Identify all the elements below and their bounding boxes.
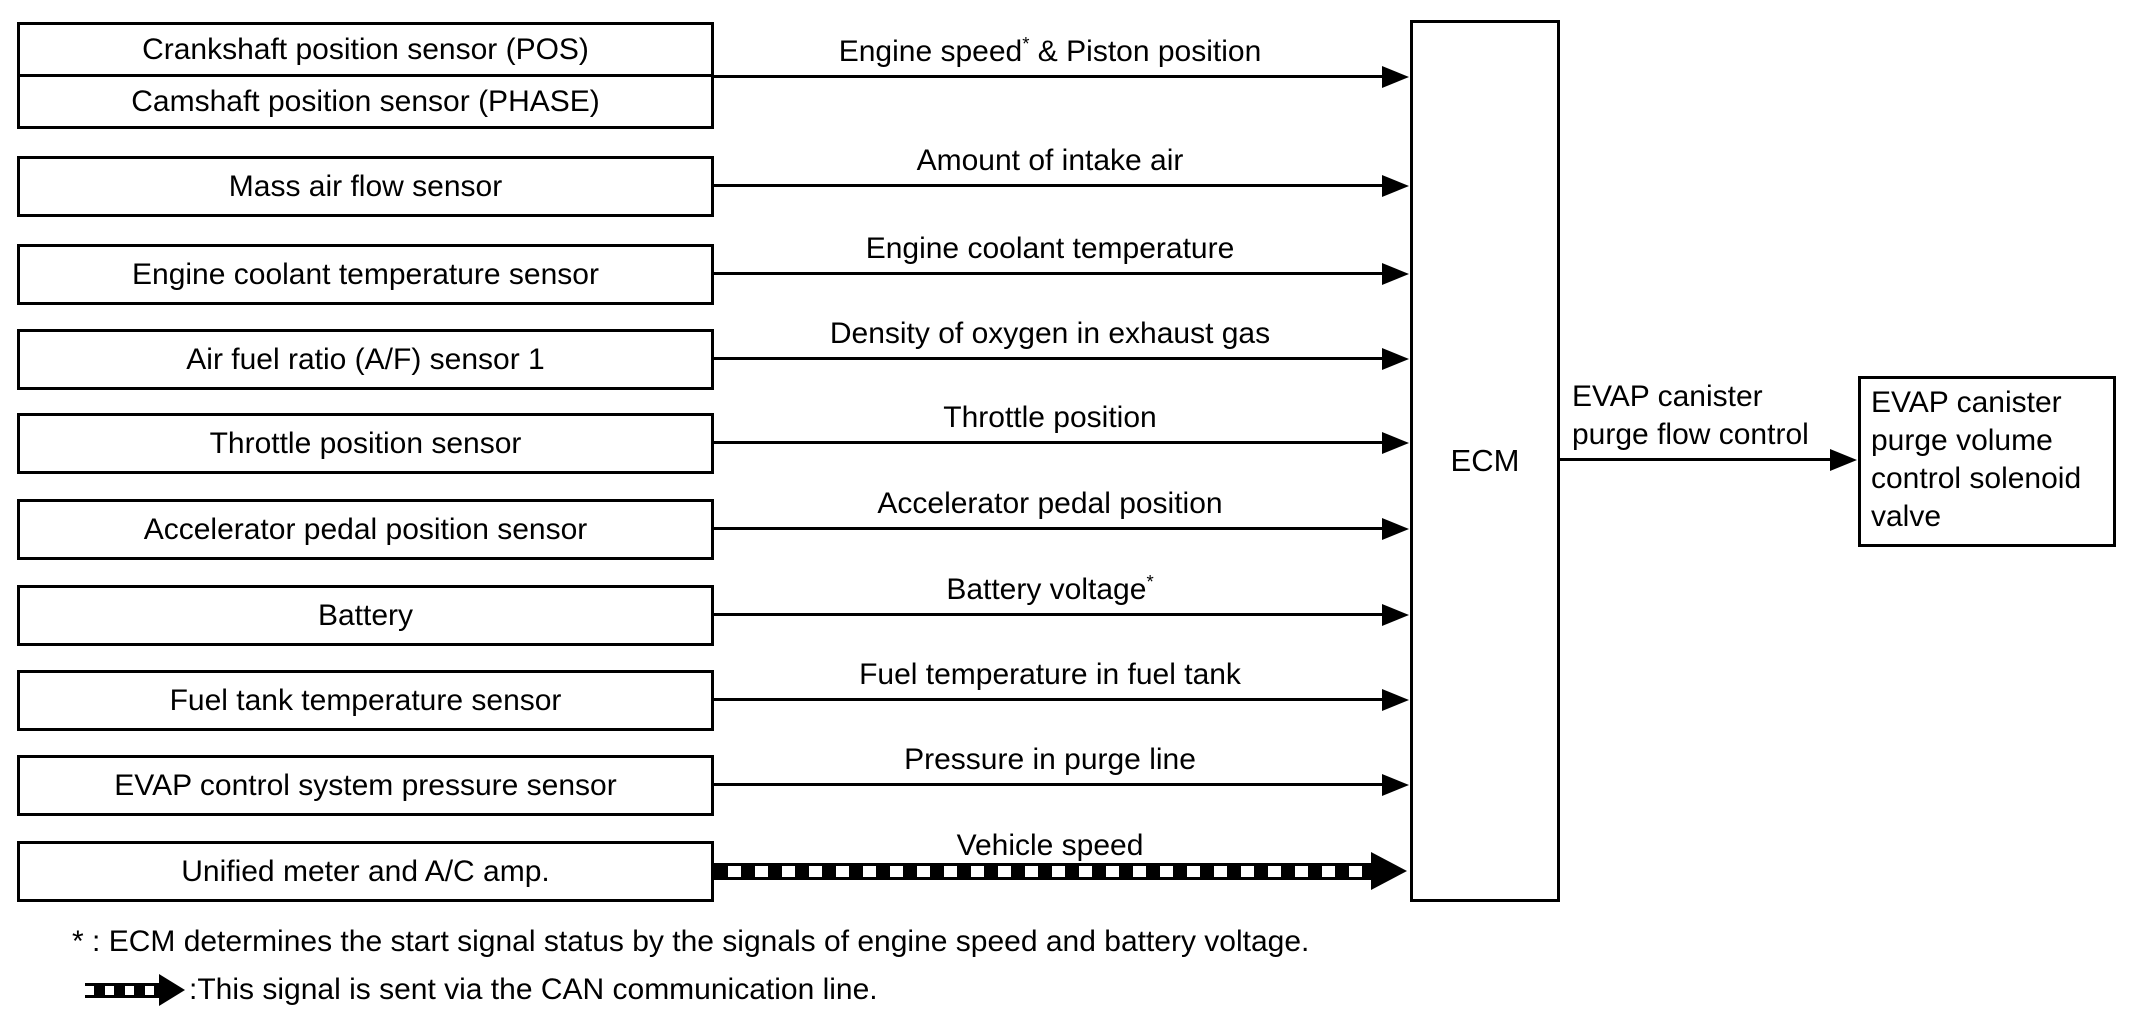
actuator-box-purge-solenoid-valve: EVAP canister purge volume control solenoid valve <box>1858 376 2116 547</box>
legend-asterisk-text: ECM determines the start signal status by the signals of engine speed and battery voltage. <box>108 925 1310 958</box>
sensor-box-unified-meter: Unified meter and A/C amp. <box>17 841 714 902</box>
ecm-box: ECM <box>1410 20 1560 902</box>
sensor-box-evap-pressure: EVAP control system pressure sensor <box>17 755 714 816</box>
can-dashed-arrow-icon <box>85 974 185 1006</box>
legend-note-asterisk <box>72 923 1309 961</box>
signal-arrow-line <box>714 272 1384 275</box>
sensor-box-engine-coolant-temp: Engine coolant temperature sensor <box>17 244 714 305</box>
sensor-box-throttle-position: Throttle position sensor <box>17 413 714 474</box>
signal-label-purge-pressure: Pressure in purge line <box>904 743 1196 776</box>
legend-note-can <box>85 971 878 1009</box>
signal-arrow-head <box>1382 689 1409 711</box>
signal-arrow-line <box>714 441 1384 444</box>
signal-arrow-head <box>1382 348 1409 370</box>
output-arrow-line <box>1560 458 1832 461</box>
sensor-box-crankshaft-camshaft <box>17 22 714 129</box>
sensor-box-fuel-tank-temp: Fuel tank temperature sensor <box>17 670 714 731</box>
signal-arrow-head <box>1382 263 1409 285</box>
sensor-label-crankshaft-position: Crankshaft position sensor (POS) <box>142 33 589 66</box>
signal-arrow-head <box>1382 774 1409 796</box>
signal-label-engine-speed: Engine speed* & Piston position <box>838 33 1262 68</box>
superscript-asterisk: * <box>1022 33 1030 54</box>
signal-arrow-line <box>714 613 1384 616</box>
output-signal-label: EVAP canister purge flow control <box>1572 380 1809 451</box>
signal-label-vehicle-speed: Vehicle speed <box>956 829 1144 862</box>
signal-arrow-line <box>714 357 1384 360</box>
signal-label-throttle-position: Throttle position <box>943 401 1157 434</box>
signal-arrow-line <box>714 527 1384 530</box>
signal-arrow-line <box>714 184 1384 187</box>
can-signal-arrow-bar <box>714 863 1374 880</box>
signal-arrow-head <box>1382 432 1409 454</box>
signal-arrow-line <box>714 783 1384 786</box>
signal-label-battery-voltage: Battery voltage* <box>946 571 1154 606</box>
signal-label-oxygen-density: Density of oxygen in exhaust gas <box>829 317 1271 350</box>
signal-label-accelerator-pedal: Accelerator pedal position <box>877 487 1223 520</box>
sensor-label-camshaft-position: Camshaft position sensor (PHASE) <box>131 85 600 118</box>
signal-arrow-head <box>1382 518 1409 540</box>
superscript-asterisk: * <box>1146 571 1154 592</box>
signal-arrow-head <box>1382 604 1409 626</box>
sensor-box-air-fuel-ratio: Air fuel ratio (A/F) sensor 1 <box>17 329 714 390</box>
can-signal-arrow-head <box>1371 852 1407 890</box>
signal-arrow-line <box>714 75 1384 78</box>
output-arrow-head <box>1830 449 1857 471</box>
signal-label-intake-air: Amount of intake air <box>916 144 1184 177</box>
legend-can-prefix: : <box>189 973 198 1006</box>
legend-asterisk-prefix: * : <box>72 925 109 958</box>
signal-arrow-head <box>1382 175 1409 197</box>
sensor-box-accelerator-pedal: Accelerator pedal position sensor <box>17 499 714 560</box>
signal-arrow-head <box>1382 66 1409 88</box>
signal-arrow-line <box>714 698 1384 701</box>
signal-label-fuel-temp: Fuel temperature in fuel tank <box>859 658 1241 691</box>
legend-can-text: This signal is sent via the CAN communication line. <box>197 973 878 1006</box>
sensor-box-battery: Battery <box>17 585 714 646</box>
sensor-box-mass-air-flow: Mass air flow sensor <box>17 156 714 217</box>
signal-label-coolant-temp: Engine coolant temperature <box>865 232 1235 265</box>
